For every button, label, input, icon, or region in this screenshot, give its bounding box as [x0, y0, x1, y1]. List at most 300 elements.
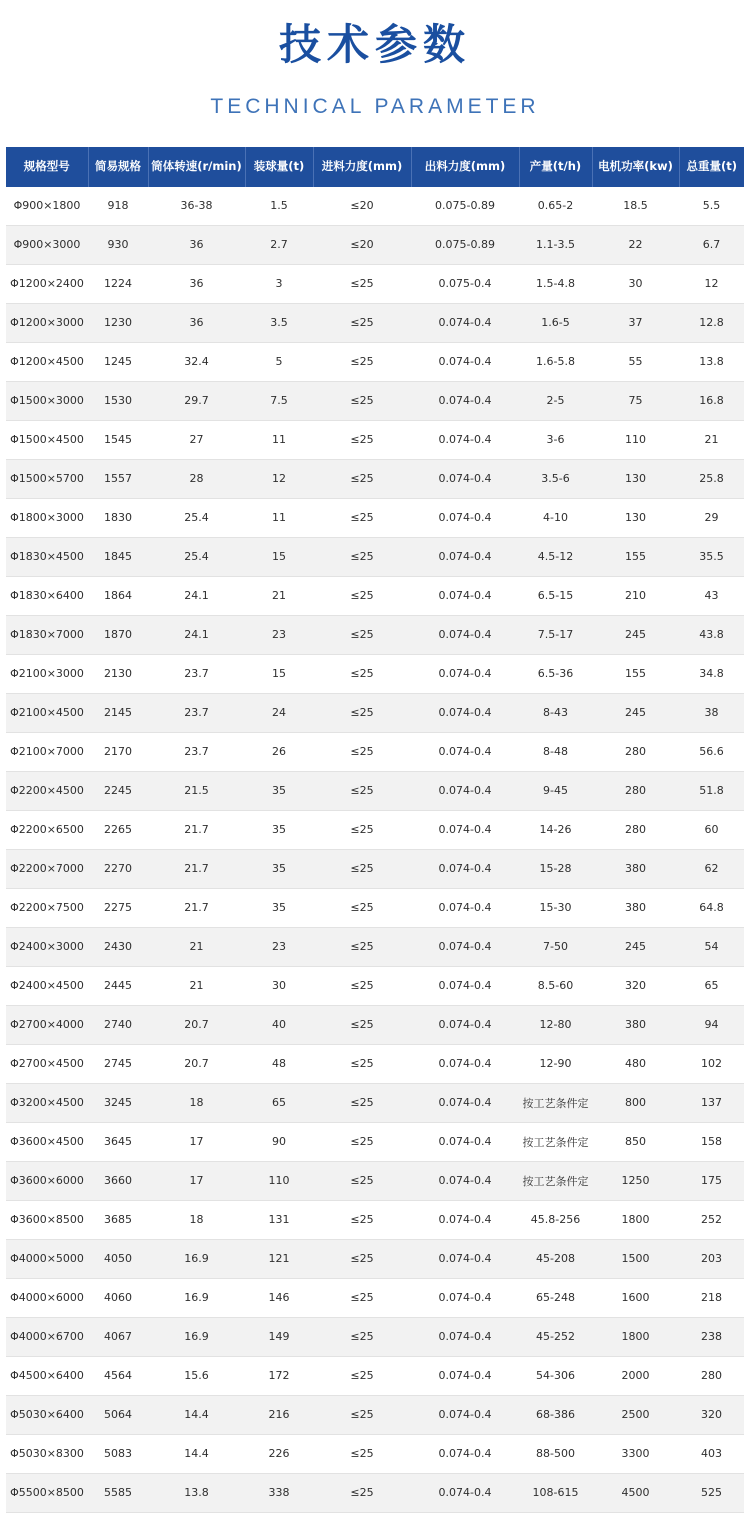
- page-title: 技术参数: [278, 20, 471, 69]
- table-row: [6, 888, 744, 927]
- table-cell: 0.074-0.4: [411, 927, 519, 966]
- table-cell: ≤25: [313, 1356, 411, 1395]
- table-cell: 4.5-12: [519, 537, 592, 576]
- table-cell: 158: [679, 1122, 744, 1161]
- table-row: [6, 537, 744, 576]
- table-cell: 1230: [88, 303, 148, 342]
- table-cell: 按工艺条件定: [519, 1161, 592, 1200]
- table-cell: 20.7: [148, 1044, 245, 1083]
- table-cell: 12: [679, 264, 744, 303]
- table-cell: 18.5: [592, 187, 679, 226]
- table-cell: 30: [245, 966, 313, 1005]
- table-cell: 1557: [88, 459, 148, 498]
- table-cell: 16.9: [148, 1239, 245, 1278]
- table-cell: Φ4500×6400: [6, 1356, 88, 1395]
- table-cell: 1864: [88, 576, 148, 615]
- table-row: [6, 1434, 744, 1473]
- table-cell: ≤25: [313, 771, 411, 810]
- table-cell: 245: [592, 615, 679, 654]
- table-cell: 9-45: [519, 771, 592, 810]
- table-cell: 3.5: [245, 303, 313, 342]
- table-cell: 0.074-0.4: [411, 1083, 519, 1122]
- table-row: [6, 654, 744, 693]
- table-cell: 320: [679, 1395, 744, 1434]
- table-row: [6, 459, 744, 498]
- table-cell: 94: [679, 1005, 744, 1044]
- table-cell: 23.7: [148, 693, 245, 732]
- table-cell: 525: [679, 1473, 744, 1512]
- table-cell: 175: [679, 1161, 744, 1200]
- table-header-row: [6, 147, 744, 187]
- table-cell: 60: [679, 810, 744, 849]
- table-row: [6, 264, 744, 303]
- table-cell: 21.7: [148, 810, 245, 849]
- table-row: [6, 1356, 744, 1395]
- table-cell: 102: [679, 1044, 744, 1083]
- table-cell: 22: [592, 225, 679, 264]
- table-cell: 1500: [592, 1239, 679, 1278]
- table-row: [6, 1239, 744, 1278]
- table-cell: 43: [679, 576, 744, 615]
- table-cell: 4-10: [519, 498, 592, 537]
- table-cell: 1.6-5: [519, 303, 592, 342]
- table-cell: Φ1500×4500: [6, 420, 88, 459]
- table-cell: ≤20: [313, 187, 411, 226]
- table-cell: 1800: [592, 1317, 679, 1356]
- table-row: [6, 1161, 744, 1200]
- table-cell: 45-208: [519, 1239, 592, 1278]
- table-cell: 23: [245, 615, 313, 654]
- table-cell: 800: [592, 1083, 679, 1122]
- table-cell: 40: [245, 1005, 313, 1044]
- table-cell: Φ2100×4500: [6, 693, 88, 732]
- table-cell: 54-306: [519, 1356, 592, 1395]
- table-cell: 338: [245, 1473, 313, 1512]
- table-cell: 21: [148, 966, 245, 1005]
- table-cell: 36: [148, 264, 245, 303]
- table-cell: 15-30: [519, 888, 592, 927]
- table-cell: ≤25: [313, 1161, 411, 1200]
- table-cell: ≤25: [313, 537, 411, 576]
- table-cell: Φ1800×3000: [6, 498, 88, 537]
- table-cell: 54: [679, 927, 744, 966]
- column-header-motor-power: 电机功率(kw): [592, 147, 679, 187]
- table-cell: 320: [592, 966, 679, 1005]
- table-cell: 0.075-0.89: [411, 187, 519, 226]
- table-row: [6, 187, 744, 226]
- table-cell: 2145: [88, 693, 148, 732]
- table-cell: 25.8: [679, 459, 744, 498]
- table-cell: 930: [88, 225, 148, 264]
- table-cell: 130: [592, 498, 679, 537]
- table-cell: 0.074-0.4: [411, 1005, 519, 1044]
- table-cell: 1250: [592, 1161, 679, 1200]
- table-cell: 65-248: [519, 1278, 592, 1317]
- table-cell: Φ3600×6000: [6, 1161, 88, 1200]
- table-cell: 35: [245, 771, 313, 810]
- table-cell: 121: [245, 1239, 313, 1278]
- table-cell: Φ2700×4000: [6, 1005, 88, 1044]
- table-cell: Φ5500×8500: [6, 1473, 88, 1512]
- table-cell: 24: [245, 693, 313, 732]
- table-cell: Φ2400×4500: [6, 966, 88, 1005]
- table-cell: ≤25: [313, 1200, 411, 1239]
- table-cell: 25.4: [148, 498, 245, 537]
- table-cell: Φ1830×6400: [6, 576, 88, 615]
- table-cell: 238: [679, 1317, 744, 1356]
- table-cell: 5585: [88, 1473, 148, 1512]
- table-cell: 280: [679, 1356, 744, 1395]
- table-cell: 14-26: [519, 810, 592, 849]
- table-cell: 280: [592, 810, 679, 849]
- table-cell: 850: [592, 1122, 679, 1161]
- table-cell: 203: [679, 1239, 744, 1278]
- table-cell: 21.7: [148, 849, 245, 888]
- table-row: [6, 1083, 744, 1122]
- table-cell: 1800: [592, 1200, 679, 1239]
- table-cell: 12-90: [519, 1044, 592, 1083]
- table-cell: 48: [245, 1044, 313, 1083]
- table-cell: 0.074-0.4: [411, 654, 519, 693]
- table-cell: 64.8: [679, 888, 744, 927]
- table-cell: 0.074-0.4: [411, 1239, 519, 1278]
- table-cell: 2-5: [519, 381, 592, 420]
- table-cell: 45.8-256: [519, 1200, 592, 1239]
- spec-table-container: [6, 147, 744, 1513]
- table-cell: 35.5: [679, 537, 744, 576]
- table-cell: 1.5: [245, 187, 313, 226]
- table-cell: 146: [245, 1278, 313, 1317]
- table-cell: ≤25: [313, 732, 411, 771]
- table-cell: 20.7: [148, 1005, 245, 1044]
- table-cell: 0.074-0.4: [411, 1161, 519, 1200]
- table-cell: ≤25: [313, 381, 411, 420]
- table-cell: 36: [148, 303, 245, 342]
- table-row: [6, 927, 744, 966]
- table-cell: 0.074-0.4: [411, 1434, 519, 1473]
- table-cell: 18: [148, 1200, 245, 1239]
- table-row: [6, 420, 744, 459]
- table-row: [6, 342, 744, 381]
- table-cell: 108-615: [519, 1473, 592, 1512]
- table-cell: Φ3200×4500: [6, 1083, 88, 1122]
- table-cell: 65: [679, 966, 744, 1005]
- table-cell: 2245: [88, 771, 148, 810]
- table-cell: 1224: [88, 264, 148, 303]
- table-cell: 2500: [592, 1395, 679, 1434]
- table-cell: 56.6: [679, 732, 744, 771]
- table-cell: 0.074-0.4: [411, 693, 519, 732]
- table-cell: ≤25: [313, 459, 411, 498]
- table-cell: ≤25: [313, 615, 411, 654]
- table-cell: 55: [592, 342, 679, 381]
- table-cell: 380: [592, 888, 679, 927]
- table-cell: 5.5: [679, 187, 744, 226]
- table-cell: 0.074-0.4: [411, 966, 519, 1005]
- table-cell: 26: [245, 732, 313, 771]
- table-cell: 4060: [88, 1278, 148, 1317]
- table-cell: 1.5-4.8: [519, 264, 592, 303]
- table-cell: 13.8: [679, 342, 744, 381]
- table-cell: 4564: [88, 1356, 148, 1395]
- table-cell: 11: [245, 498, 313, 537]
- table-cell: Φ2100×3000: [6, 654, 88, 693]
- table-cell: 8-43: [519, 693, 592, 732]
- table-cell: 1845: [88, 537, 148, 576]
- table-cell: 35: [245, 849, 313, 888]
- table-cell: 0.074-0.4: [411, 537, 519, 576]
- table-cell: 28: [148, 459, 245, 498]
- table-cell: ≤25: [313, 927, 411, 966]
- table-cell: 21: [245, 576, 313, 615]
- table-cell: 65: [245, 1083, 313, 1122]
- table-cell: 1545: [88, 420, 148, 459]
- table-cell: Φ2200×7500: [6, 888, 88, 927]
- table-cell: ≤25: [313, 1278, 411, 1317]
- table-cell: ≤25: [313, 420, 411, 459]
- page-header: [0, 0, 750, 119]
- table-cell: 3: [245, 264, 313, 303]
- table-cell: 35: [245, 810, 313, 849]
- table-cell: 110: [245, 1161, 313, 1200]
- table-cell: ≤25: [313, 264, 411, 303]
- table-cell: 75: [592, 381, 679, 420]
- table-cell: Φ5030×8300: [6, 1434, 88, 1473]
- table-cell: ≤25: [313, 693, 411, 732]
- table-cell: 2430: [88, 927, 148, 966]
- table-cell: ≤25: [313, 1317, 411, 1356]
- table-cell: 3.5-6: [519, 459, 592, 498]
- table-cell: 24.1: [148, 615, 245, 654]
- table-cell: 3660: [88, 1161, 148, 1200]
- table-cell: 480: [592, 1044, 679, 1083]
- table-row: [6, 498, 744, 537]
- table-cell: Φ2200×7000: [6, 849, 88, 888]
- table-cell: 0.074-0.4: [411, 420, 519, 459]
- table-cell: Φ3600×8500: [6, 1200, 88, 1239]
- table-cell: ≤25: [313, 1005, 411, 1044]
- table-cell: 2270: [88, 849, 148, 888]
- table-cell: ≤25: [313, 1239, 411, 1278]
- table-cell: 0.074-0.4: [411, 1473, 519, 1512]
- table-cell: 1245: [88, 342, 148, 381]
- table-cell: 2745: [88, 1044, 148, 1083]
- table-cell: 23.7: [148, 654, 245, 693]
- table-cell: 按工艺条件定: [519, 1083, 592, 1122]
- table-cell: 1530: [88, 381, 148, 420]
- table-cell: 172: [245, 1356, 313, 1395]
- table-cell: 0.074-0.4: [411, 576, 519, 615]
- table-row: [6, 1473, 744, 1512]
- table-cell: 216: [245, 1395, 313, 1434]
- table-cell: Φ2400×3000: [6, 927, 88, 966]
- table-row: [6, 693, 744, 732]
- table-row: [6, 1200, 744, 1239]
- table-cell: 6.5-36: [519, 654, 592, 693]
- table-cell: 21.7: [148, 888, 245, 927]
- table-cell: 245: [592, 927, 679, 966]
- table-cell: 0.074-0.4: [411, 849, 519, 888]
- table-row: [6, 732, 744, 771]
- table-cell: 3245: [88, 1083, 148, 1122]
- table-row: [6, 771, 744, 810]
- technical-parameter-table: [6, 147, 744, 1513]
- table-cell: 110: [592, 420, 679, 459]
- table-cell: 13.8: [148, 1473, 245, 1512]
- table-cell: ≤25: [313, 1083, 411, 1122]
- table-cell: ≤25: [313, 576, 411, 615]
- table-cell: 21: [148, 927, 245, 966]
- table-cell: 280: [592, 771, 679, 810]
- table-row: [6, 225, 744, 264]
- table-cell: 24.1: [148, 576, 245, 615]
- table-cell: 90: [245, 1122, 313, 1161]
- table-header: [6, 147, 744, 187]
- table-cell: 37: [592, 303, 679, 342]
- table-cell: 2445: [88, 966, 148, 1005]
- table-cell: Φ2200×4500: [6, 771, 88, 810]
- table-cell: Φ2200×6500: [6, 810, 88, 849]
- table-cell: 2000: [592, 1356, 679, 1395]
- table-cell: 按工艺条件定: [519, 1122, 592, 1161]
- table-cell: ≤25: [313, 1044, 411, 1083]
- table-cell: ≤25: [313, 1395, 411, 1434]
- table-cell: 0.074-0.4: [411, 1200, 519, 1239]
- table-cell: 7-50: [519, 927, 592, 966]
- table-row: [6, 1005, 744, 1044]
- table-cell: 218: [679, 1278, 744, 1317]
- table-cell: 21.5: [148, 771, 245, 810]
- table-cell: 0.074-0.4: [411, 459, 519, 498]
- table-cell: ≤25: [313, 1473, 411, 1512]
- table-cell: 245: [592, 693, 679, 732]
- table-cell: 23: [245, 927, 313, 966]
- table-cell: 25.4: [148, 537, 245, 576]
- table-cell: 226: [245, 1434, 313, 1473]
- table-cell: ≤25: [313, 498, 411, 537]
- table-cell: 918: [88, 187, 148, 226]
- table-cell: Φ1500×3000: [6, 381, 88, 420]
- table-row: [6, 1044, 744, 1083]
- table-cell: 155: [592, 654, 679, 693]
- table-cell: 1.6-5.8: [519, 342, 592, 381]
- table-cell: Φ1830×4500: [6, 537, 88, 576]
- table-row: [6, 966, 744, 1005]
- table-cell: 43.8: [679, 615, 744, 654]
- column-header-feed-size: 进料力度(mm): [313, 147, 411, 187]
- table-cell: 5: [245, 342, 313, 381]
- table-cell: 0.074-0.4: [411, 615, 519, 654]
- table-cell: 4050: [88, 1239, 148, 1278]
- table-cell: 380: [592, 1005, 679, 1044]
- table-cell: 210: [592, 576, 679, 615]
- table-cell: 8.5-60: [519, 966, 592, 1005]
- table-cell: 51.8: [679, 771, 744, 810]
- table-cell: 2740: [88, 1005, 148, 1044]
- table-cell: Φ4000×6000: [6, 1278, 88, 1317]
- table-cell: 380: [592, 849, 679, 888]
- table-cell: 137: [679, 1083, 744, 1122]
- table-cell: 1600: [592, 1278, 679, 1317]
- table-cell: 0.074-0.4: [411, 771, 519, 810]
- table-cell: 5083: [88, 1434, 148, 1473]
- table-cell: 4067: [88, 1317, 148, 1356]
- column-header-simple-spec: 简易规格: [88, 147, 148, 187]
- table-cell: 3645: [88, 1122, 148, 1161]
- table-cell: 3685: [88, 1200, 148, 1239]
- table-cell: 0.074-0.4: [411, 303, 519, 342]
- table-cell: Φ900×3000: [6, 225, 88, 264]
- table-cell: 23.7: [148, 732, 245, 771]
- table-cell: 29.7: [148, 381, 245, 420]
- table-cell: 36: [148, 225, 245, 264]
- table-cell: 21: [679, 420, 744, 459]
- table-cell: 155: [592, 537, 679, 576]
- table-cell: 1830: [88, 498, 148, 537]
- table-cell: 1870: [88, 615, 148, 654]
- table-cell: 0.074-0.4: [411, 888, 519, 927]
- table-cell: 3-6: [519, 420, 592, 459]
- table-row: [6, 849, 744, 888]
- table-cell: ≤25: [313, 342, 411, 381]
- table-row: [6, 576, 744, 615]
- table-cell: 5064: [88, 1395, 148, 1434]
- column-header-total-weight: 总重量(t): [679, 147, 744, 187]
- table-row: [6, 1122, 744, 1161]
- table-cell: 403: [679, 1434, 744, 1473]
- table-cell: Φ4000×5000: [6, 1239, 88, 1278]
- table-cell: 14.4: [148, 1395, 245, 1434]
- table-cell: 0.074-0.4: [411, 1278, 519, 1317]
- table-row: [6, 381, 744, 420]
- table-cell: Φ1200×2400: [6, 264, 88, 303]
- table-cell: 36-38: [148, 187, 245, 226]
- table-body: [6, 187, 744, 1513]
- table-cell: 30: [592, 264, 679, 303]
- table-cell: Φ5030×6400: [6, 1395, 88, 1434]
- table-cell: 8-48: [519, 732, 592, 771]
- table-cell: 0.075-0.89: [411, 225, 519, 264]
- table-cell: 15: [245, 654, 313, 693]
- table-cell: 15-28: [519, 849, 592, 888]
- table-cell: 2275: [88, 888, 148, 927]
- table-cell: 6.7: [679, 225, 744, 264]
- table-cell: 38: [679, 693, 744, 732]
- table-cell: 34.8: [679, 654, 744, 693]
- table-cell: 2.7: [245, 225, 313, 264]
- table-cell: 12-80: [519, 1005, 592, 1044]
- table-cell: Φ900×1800: [6, 187, 88, 226]
- table-cell: 4500: [592, 1473, 679, 1512]
- table-cell: 0.074-0.4: [411, 381, 519, 420]
- table-cell: ≤25: [313, 654, 411, 693]
- table-cell: 0.074-0.4: [411, 1044, 519, 1083]
- table-cell: 14.4: [148, 1434, 245, 1473]
- table-cell: 15.6: [148, 1356, 245, 1395]
- table-cell: 280: [592, 732, 679, 771]
- table-cell: 0.074-0.4: [411, 1317, 519, 1356]
- table-cell: 0.075-0.4: [411, 264, 519, 303]
- table-cell: ≤25: [313, 810, 411, 849]
- table-cell: 17: [148, 1161, 245, 1200]
- table-cell: ≤25: [313, 966, 411, 1005]
- table-cell: 35: [245, 888, 313, 927]
- table-cell: 3300: [592, 1434, 679, 1473]
- table-cell: 11: [245, 420, 313, 459]
- table-cell: 252: [679, 1200, 744, 1239]
- column-header-discharge-size: 出料力度(mm): [411, 147, 519, 187]
- table-row: [6, 1278, 744, 1317]
